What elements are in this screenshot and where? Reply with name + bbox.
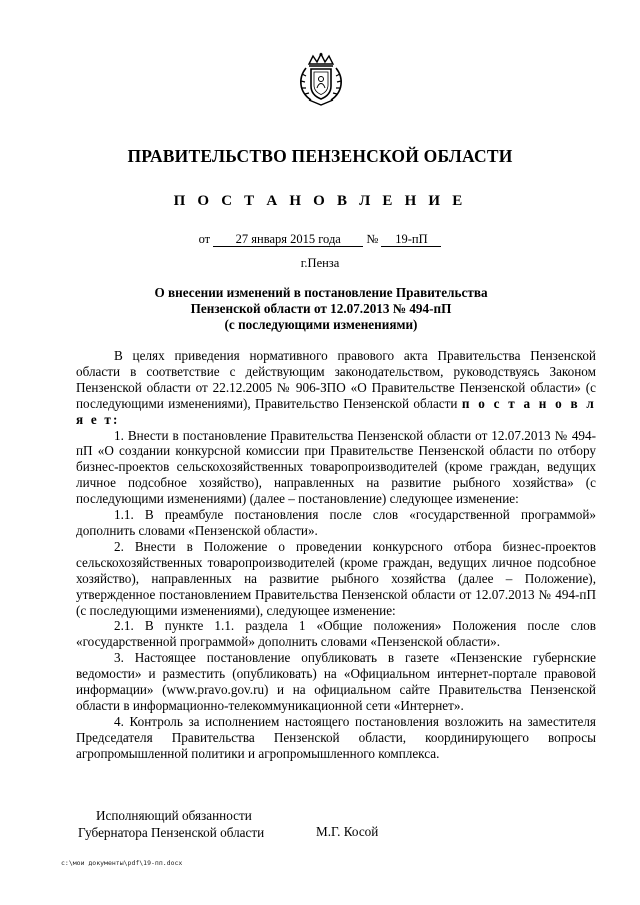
subject-line: Пензенской области от 12.07.2013 № 494-пП [190, 301, 452, 316]
decree-word: п о с т а н о в л я е т: [76, 395, 597, 427]
signatory-name: М.Г. Косой [316, 824, 379, 839]
subject-line: (с последующими изменениями) [224, 317, 418, 332]
preamble-paragraph [76, 348, 596, 428]
government-title: ПРАВИТЕЛЬСТВО ПЕНЗЕНСКОЙ ОБЛАСТИ [127, 146, 513, 166]
document-number: 19-пП [381, 233, 441, 247]
signatory-title [78, 807, 264, 841]
signatory-title-line: Губернатора Пензенской области [78, 825, 265, 840]
body-paragraph: 3. Настоящее постановление опубликовать в газете «Пензенские губернские ведомости» и разместить (опубликовать) на «Официальном интернет-портале правовой информации» (www.pravo.gov.ru) и на официальном сайте Правительства Пензенской области в информационно-телекоммуникационной сети «Интернет». [76, 650, 596, 713]
city-name: г.Пенза [300, 256, 340, 270]
body-paragraph: 1.1. В преамбуле постановления после слов «государственной программой» дополнить словами «Пензенской области». [76, 507, 596, 538]
file-path-footer: c:\мои документы\pdf\19-пп.docx [61, 859, 183, 867]
body-paragraph: 4. Контроль за исполнением настоящего постановления возложить на заместителя Председателя Правительства Пензенской области, координирующего вопросы агропромышленной политики и агропромышленного комплекса. [76, 713, 596, 761]
document-type-heading: П О С Т А Н О В Л Е Н И Е [173, 193, 467, 209]
body-paragraph: 2. Внести в Положение о проведении конкурсного отбора бизнес-проектов сельскохозяйственных товаропроизводителей (кроме граждан, ведущих личное подсобное хозяйство), направленных на развитие рыбного хозяйства (далее – Положение), утвержденное постановлением Правительства Пензенской области от 12.07.2013 № 494-пП (с последующими изменениями), следующее изменение: [76, 538, 596, 618]
date-number-line [0, 232, 640, 247]
body-paragraph: 2.1. В пункте 1.1. раздела 1 «Общие положения» Положения после слов «государственной программой» дополнить словами «Пензенской области». [76, 618, 596, 650]
document-subject [80, 285, 562, 333]
body-paragraph: 1. Внести в постановление Правительства Пензенской области от 12.07.2013 № 494-пП «О создании конкурсной комиссии при Правительстве Пензенской области по отбору бизнес-проектов сельскохозяйственных товаропроизводителей (кроме граждан, ведущих личное подсобное хозяйство), направленных на развитие рыбного хозяйства» (с последующими изменениями) (далее – постановление) следующее изменение: [76, 427, 596, 507]
document-date: 27 января 2015 года [213, 233, 363, 247]
date-prefix: от [198, 232, 211, 246]
subject-line: О внесении изменений в постановление Правительства [154, 285, 488, 300]
document-body [76, 348, 596, 762]
signatory-title-line: Исполняющий обязанности [96, 808, 252, 823]
number-prefix: № [366, 232, 379, 246]
preamble-text: В целях приведения нормативного правового акта Правительства Пензенской области в соответствие с действующим законодательством, руководствуясь Законом Пензенской области от 22.12.2005 № 906-ЗПО «О Правительстве Пензенской области» (с последующими изменениями), Правительство Пензенской области [76, 348, 596, 411]
penza-region-coat-of-arms-icon [297, 52, 345, 106]
